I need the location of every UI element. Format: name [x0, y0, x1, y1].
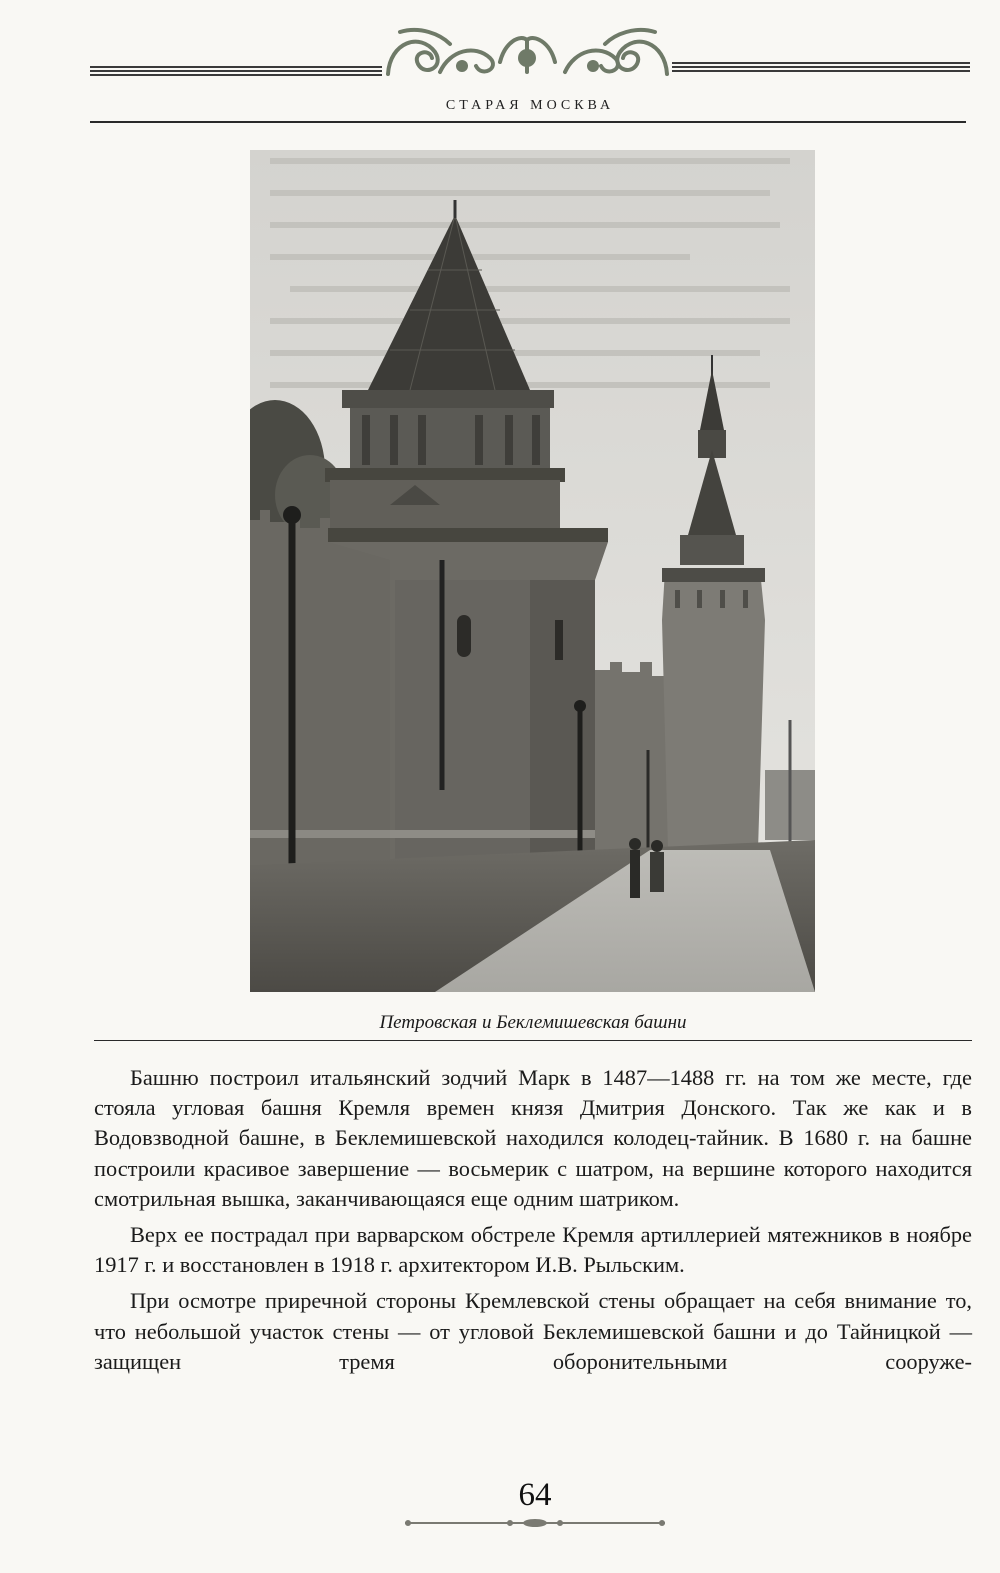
kremlin-towers-photo	[250, 150, 815, 992]
body-text	[94, 1063, 972, 1383]
header-ornament-icon	[380, 22, 675, 86]
caption-divider	[94, 1040, 972, 1041]
figure-caption: Петровская и Беклемишевская башни	[379, 1012, 687, 1033]
paragraph: Верх ее пострадал при варварском обстреле Кремля артиллерией мятежников в ноябре 1917 г. и восстановлен в 1918 г. архитектором И.В. Рыльским.	[94, 1222, 972, 1278]
paragraph: При осмотре приречной стороны Кремлевской стены обращает на себя внимание то, что небольшой участок стены — от угловой Беклемишевской башни и до Тайницкой — защищен тремя оборонительными сооруже-	[94, 1288, 972, 1374]
footer-ornament-icon	[400, 1516, 670, 1530]
paragraph: Башню построил итальянский зодчий Марк в 1487—1488 гг. на том же месте, где стояла угловая башня Кремля времен князя Дмитрия Донского. Так же как и в Водовзводной башне, в Беклемишевской находился колодец-тайник. В 1680 г. на башне построили красивое завершение — восьмерик с шатром, на вершине которого находится смотрильная вышка, заканчивающаяся еще одним шатриком.	[94, 1065, 972, 1211]
header-rule-left	[90, 66, 382, 78]
header-divider	[90, 121, 966, 123]
running-title: СТАРАЯ МОСКВА	[445, 98, 615, 113]
page-number: 64	[518, 1477, 552, 1513]
header-rule-right	[672, 62, 970, 74]
